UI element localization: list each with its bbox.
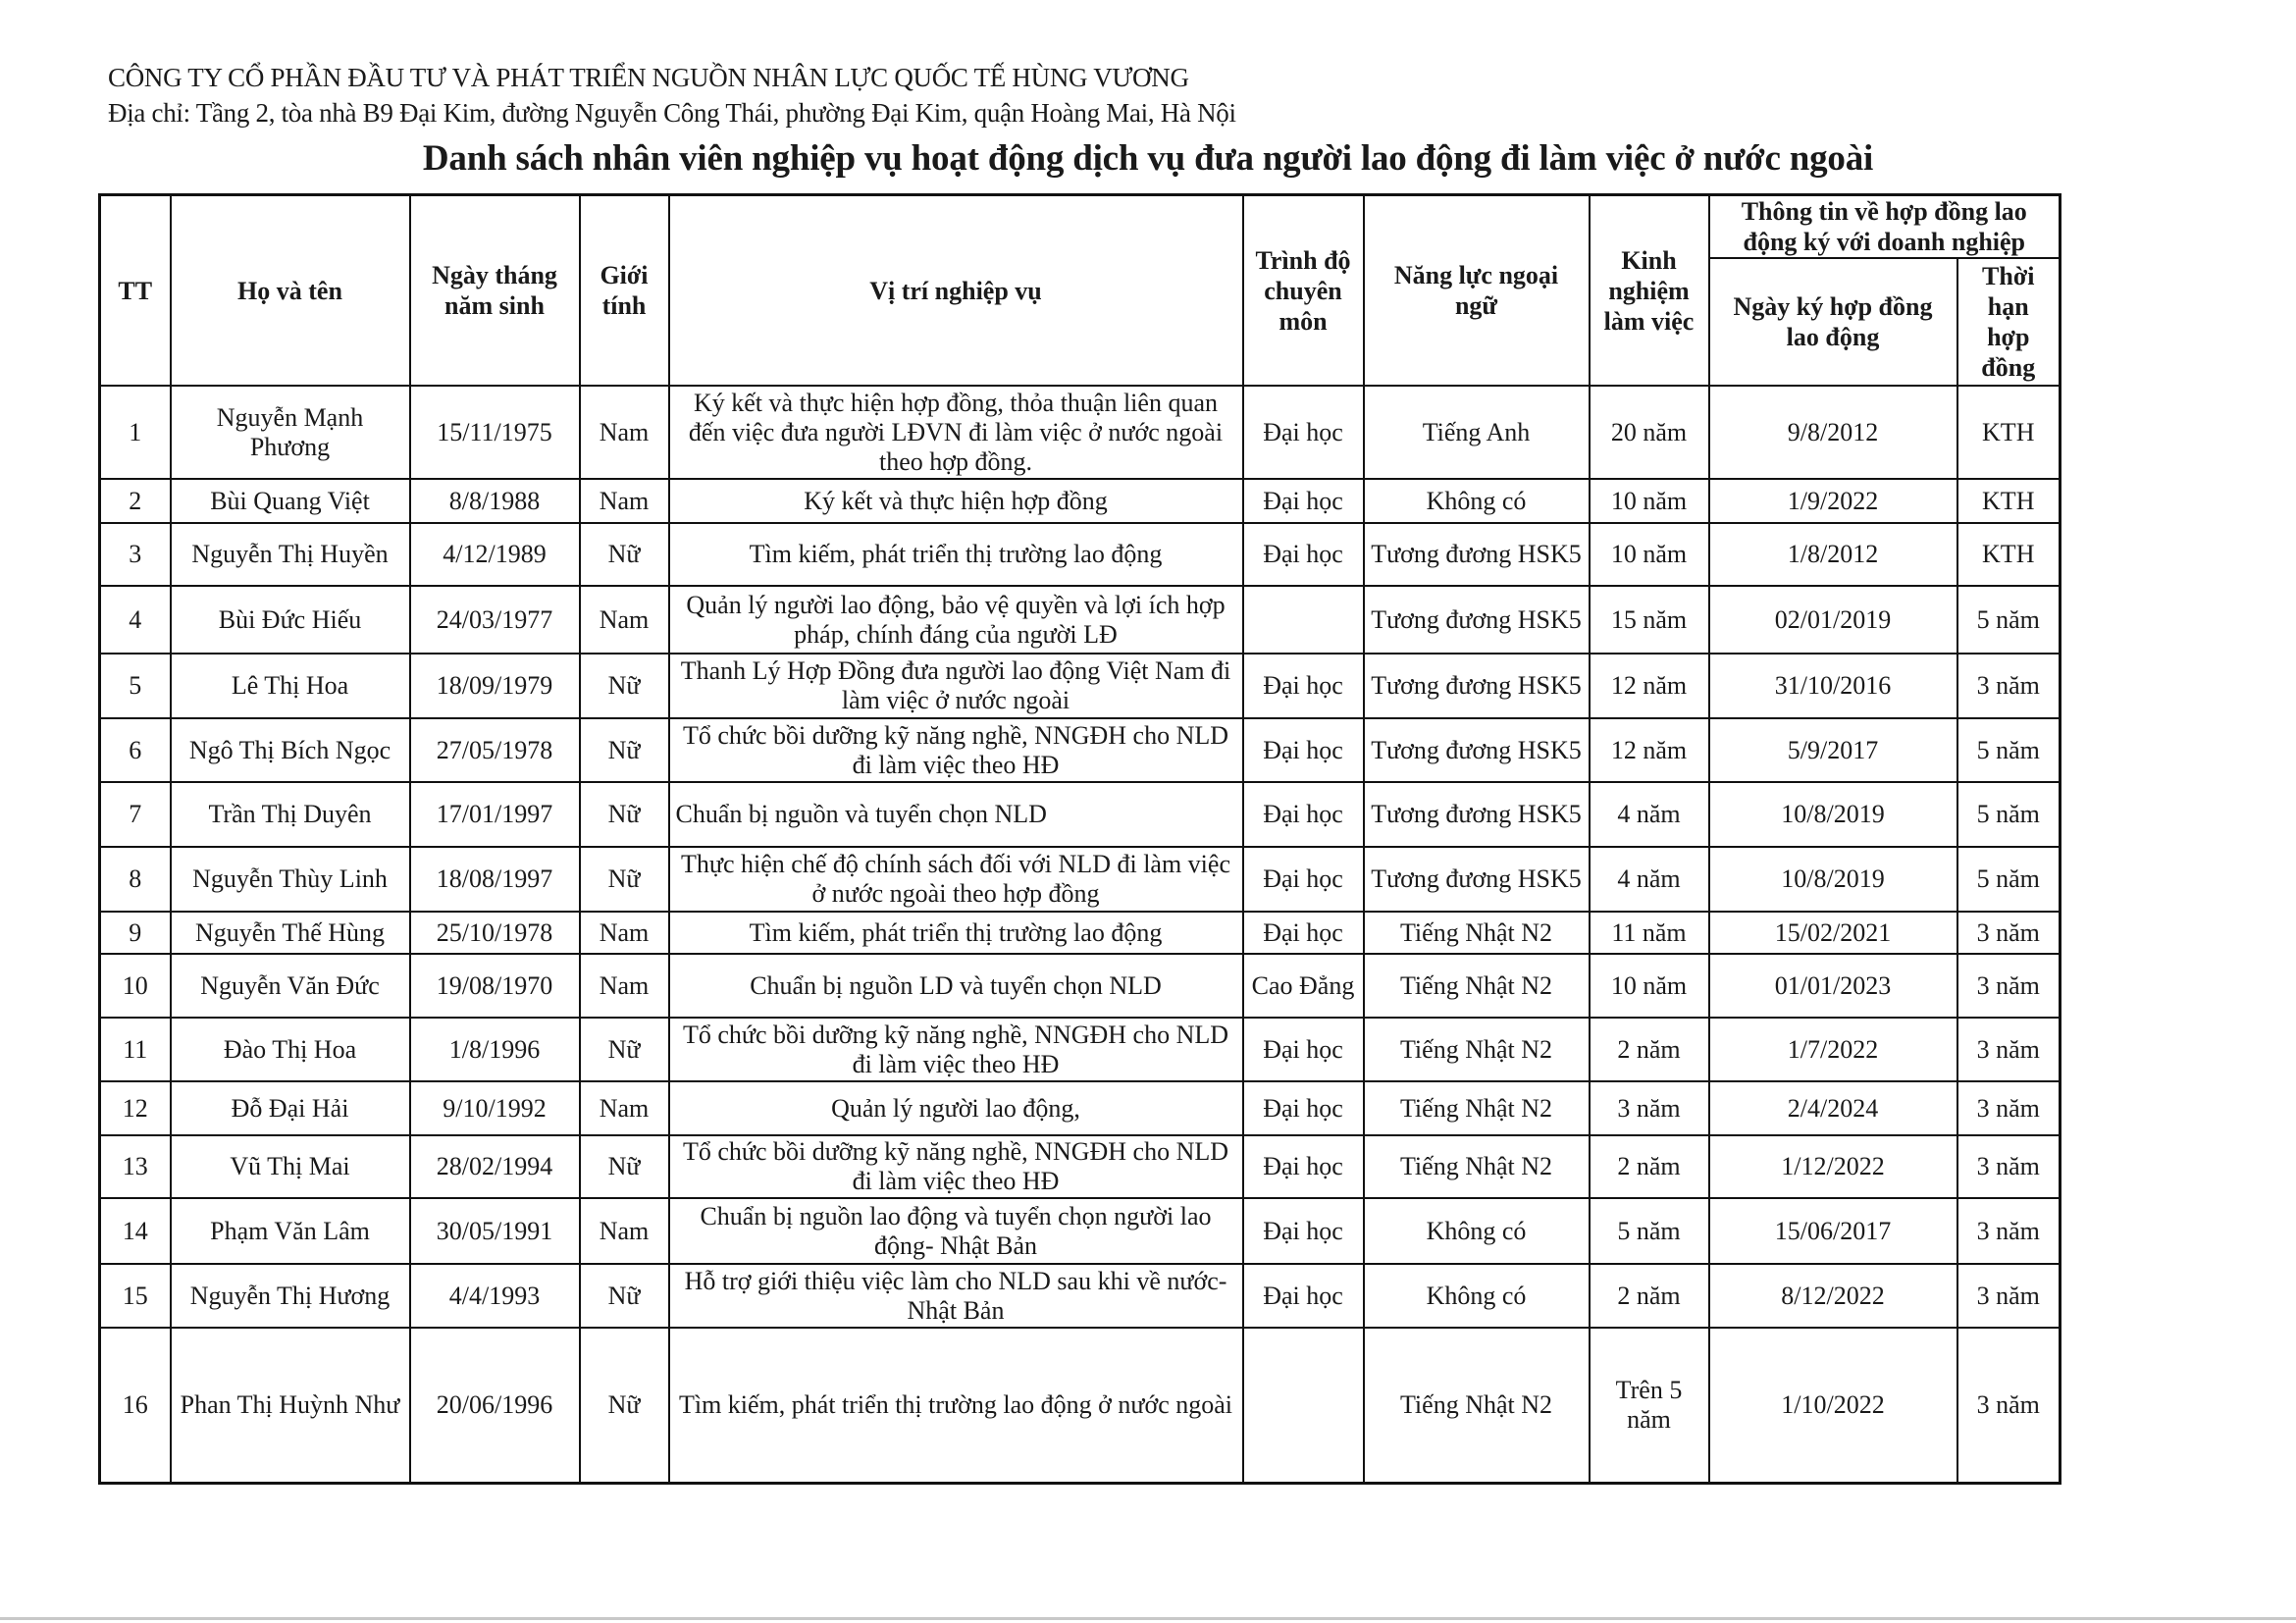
cell-education: Đại học	[1243, 1264, 1364, 1328]
cell-contract-term: KTH	[1957, 523, 2061, 586]
cell-language: Tương đương HSK5	[1364, 847, 1590, 912]
cell-tt: 3	[100, 523, 171, 586]
cell-contract-term: 3 năm	[1957, 1198, 2061, 1264]
cell-experience: 12 năm	[1590, 654, 1709, 718]
cell-contract-term: 5 năm	[1957, 586, 2061, 654]
cell-contract-term: 5 năm	[1957, 847, 2061, 912]
cell-gender: Nam	[580, 1081, 669, 1135]
cell-language: Tương đương HSK5	[1364, 654, 1590, 718]
cell-contract-term: 3 năm	[1957, 1018, 2061, 1081]
cell-language: Tiếng Nhật N2	[1364, 1328, 1590, 1483]
cell-experience: 12 năm	[1590, 718, 1709, 782]
cell-dob: 8/8/1988	[410, 479, 580, 523]
cell-dob: 9/10/1992	[410, 1081, 580, 1135]
cell-dob: 28/02/1994	[410, 1135, 580, 1198]
cell-language: Không có	[1364, 1264, 1590, 1328]
cell-contract-date: 15/02/2021	[1709, 912, 1957, 954]
cell-language: Không có	[1364, 479, 1590, 523]
cell-tt: 15	[100, 1264, 171, 1328]
company-address: Địa chỉ: Tầng 2, tòa nhà B9 Đại Kim, đường Nguyễn Công Thái, phường Đại Kim, quận Hoàng Mai, Hà Nội	[108, 98, 1236, 128]
table-row	[100, 523, 2061, 586]
cell-experience: 2 năm	[1590, 1018, 1709, 1081]
cell-education: Đại học	[1243, 847, 1364, 912]
cell-dob: 4/12/1989	[410, 523, 580, 586]
table-row	[100, 1081, 2061, 1135]
cell-name: Nguyễn Thị Hương	[171, 1264, 410, 1328]
cell-contract-date: 1/7/2022	[1709, 1018, 1957, 1081]
cell-contract-date: 1/12/2022	[1709, 1135, 1957, 1198]
cell-position: Chuẩn bị nguồn lao động và tuyển chọn người lao động- Nhật Bản	[669, 1198, 1243, 1264]
cell-name: Nguyễn Văn Đức	[171, 954, 410, 1018]
cell-tt: 2	[100, 479, 171, 523]
cell-experience: 4 năm	[1590, 782, 1709, 847]
col-header-tt: TT	[100, 195, 171, 387]
cell-dob: 18/08/1997	[410, 847, 580, 912]
table-row	[100, 718, 2061, 782]
cell-tt: 13	[100, 1135, 171, 1198]
col-header-contract-date: Ngày ký hợp đồng lao động	[1709, 258, 1957, 386]
cell-dob: 1/8/1996	[410, 1018, 580, 1081]
table-row	[100, 1328, 2061, 1483]
cell-gender: Nam	[580, 912, 669, 954]
cell-tt: 7	[100, 782, 171, 847]
cell-contract-term: KTH	[1957, 386, 2061, 479]
cell-contract-term: 3 năm	[1957, 1328, 2061, 1483]
cell-contract-term: 3 năm	[1957, 1264, 2061, 1328]
cell-position: Chuẩn bị nguồn và tuyển chọn NLD	[669, 782, 1243, 847]
cell-contract-date: 1/9/2022	[1709, 479, 1957, 523]
cell-experience: Trên 5 năm	[1590, 1328, 1709, 1483]
cell-position: Chuẩn bị nguồn LD và tuyển chọn NLD	[669, 954, 1243, 1018]
cell-position: Quản lý người lao động,	[669, 1081, 1243, 1135]
cell-name: Bùi Đức Hiếu	[171, 586, 410, 654]
cell-tt: 5	[100, 654, 171, 718]
cell-tt: 4	[100, 586, 171, 654]
cell-dob: 17/01/1997	[410, 782, 580, 847]
cell-position: Thanh Lý Hợp Đồng đưa người lao động Việt Nam đi làm việc ở nước ngoài	[669, 654, 1243, 718]
cell-dob: 30/05/1991	[410, 1198, 580, 1264]
table-row	[100, 782, 2061, 847]
cell-position: Thực hiện chế độ chính sách đối với NLD đi làm việc ở nước ngoài theo hợp đồng	[669, 847, 1243, 912]
table-row	[100, 1264, 2061, 1328]
cell-experience: 11 năm	[1590, 912, 1709, 954]
cell-dob: 25/10/1978	[410, 912, 580, 954]
cell-experience: 15 năm	[1590, 586, 1709, 654]
cell-experience: 20 năm	[1590, 386, 1709, 479]
cell-gender: Nữ	[580, 1264, 669, 1328]
cell-education: Đại học	[1243, 654, 1364, 718]
cell-education: Đại học	[1243, 479, 1364, 523]
cell-name: Phan Thị Huỳnh Như	[171, 1328, 410, 1483]
cell-education: Đại học	[1243, 912, 1364, 954]
cell-education: Đại học	[1243, 523, 1364, 586]
company-name: CÔNG TY CỔ PHẦN ĐẦU TƯ VÀ PHÁT TRIỂN NGUỒN NHÂN LỰC QUỐC TẾ HÙNG VƯƠNG	[108, 63, 1189, 92]
cell-experience: 2 năm	[1590, 1264, 1709, 1328]
cell-language: Tiếng Anh	[1364, 386, 1590, 479]
table-row	[100, 654, 2061, 718]
cell-education: Đại học	[1243, 386, 1364, 479]
cell-gender: Nữ	[580, 654, 669, 718]
cell-dob: 15/11/1975	[410, 386, 580, 479]
cell-name: Đào Thị Hoa	[171, 1018, 410, 1081]
cell-gender: Nữ	[580, 1135, 669, 1198]
cell-position: Tìm kiếm, phát triển thị trường lao động	[669, 523, 1243, 586]
cell-experience: 10 năm	[1590, 523, 1709, 586]
cell-name: Ngô Thị Bích Ngọc	[171, 718, 410, 782]
cell-tt: 11	[100, 1018, 171, 1081]
cell-education: Đại học	[1243, 1198, 1364, 1264]
cell-contract-date: 02/01/2019	[1709, 586, 1957, 654]
table-row	[100, 1198, 2061, 1264]
cell-name: Lê Thị Hoa	[171, 654, 410, 718]
col-header-position: Vị trí nghiệp vụ	[669, 195, 1243, 387]
cell-name: Nguyễn Mạnh Phương	[171, 386, 410, 479]
cell-position: Tìm kiếm, phát triển thị trường lao động ở nước ngoài	[669, 1328, 1243, 1483]
cell-tt: 12	[100, 1081, 171, 1135]
table-row	[100, 1018, 2061, 1081]
cell-gender: Nam	[580, 954, 669, 1018]
cell-tt: 10	[100, 954, 171, 1018]
page-bottom-edge	[0, 1617, 2296, 1620]
table-row	[100, 954, 2061, 1018]
cell-contract-date: 15/06/2017	[1709, 1198, 1957, 1264]
cell-name: Trần Thị Duyên	[171, 782, 410, 847]
document-title-text: Danh sách nhân viên nghiệp vụ hoạt động dịch vụ đưa người lao động đi làm việc ở nước ngoài	[422, 138, 1874, 179]
cell-tt: 14	[100, 1198, 171, 1264]
cell-education: Đại học	[1243, 718, 1364, 782]
cell-gender: Nam	[580, 479, 669, 523]
cell-education: Đại học	[1243, 1081, 1364, 1135]
cell-language: Tiếng Nhật N2	[1364, 1081, 1590, 1135]
cell-position: Ký kết và thực hiện hợp đồng, thỏa thuận liên quan đến việc đưa người LĐVN đi làm việc ở nước ngoài theo hợp đồng.	[669, 386, 1243, 479]
cell-experience: 2 năm	[1590, 1135, 1709, 1198]
cell-tt: 8	[100, 847, 171, 912]
cell-experience: 3 năm	[1590, 1081, 1709, 1135]
cell-contract-date: 01/01/2023	[1709, 954, 1957, 1018]
cell-contract-term: 3 năm	[1957, 912, 2061, 954]
cell-name: Đỗ Đại Hải	[171, 1081, 410, 1135]
cell-gender: Nữ	[580, 1018, 669, 1081]
cell-name: Bùi Quang Việt	[171, 479, 410, 523]
cell-language: Tiếng Nhật N2	[1364, 1018, 1590, 1081]
cell-dob: 19/08/1970	[410, 954, 580, 1018]
cell-position: Quản lý người lao động, bảo vệ quyền và lợi ích hợp pháp, chính đáng của người LĐ	[669, 586, 1243, 654]
cell-experience: 4 năm	[1590, 847, 1709, 912]
cell-experience: 5 năm	[1590, 1198, 1709, 1264]
cell-dob: 24/03/1977	[410, 586, 580, 654]
col-header-gender: Giới tính	[580, 195, 669, 387]
cell-experience: 10 năm	[1590, 479, 1709, 523]
cell-education	[1243, 1328, 1364, 1483]
cell-contract-date: 1/8/2012	[1709, 523, 1957, 586]
cell-gender: Nam	[580, 386, 669, 479]
cell-tt: 9	[100, 912, 171, 954]
cell-contract-term: 3 năm	[1957, 654, 2061, 718]
table-row	[100, 847, 2061, 912]
cell-gender: Nữ	[580, 1328, 669, 1483]
cell-gender: Nữ	[580, 847, 669, 912]
cell-name: Vũ Thị Mai	[171, 1135, 410, 1198]
table-row	[100, 386, 2061, 479]
cell-education	[1243, 586, 1364, 654]
cell-education: Đại học	[1243, 1018, 1364, 1081]
cell-language: Tiếng Nhật N2	[1364, 954, 1590, 1018]
cell-language: Tương đương HSK5	[1364, 782, 1590, 847]
cell-gender: Nam	[580, 1198, 669, 1264]
cell-gender: Nữ	[580, 523, 669, 586]
cell-dob: 4/4/1993	[410, 1264, 580, 1328]
cell-language: Tiếng Nhật N2	[1364, 912, 1590, 954]
cell-contract-date: 2/4/2024	[1709, 1081, 1957, 1135]
col-header-contract-group: Thông tin về hợp đồng lao động ký với doanh nghiệp	[1709, 195, 2061, 259]
cell-contract-date: 5/9/2017	[1709, 718, 1957, 782]
cell-contract-term: 5 năm	[1957, 718, 2061, 782]
table-body	[100, 386, 2061, 1483]
cell-contract-term: KTH	[1957, 479, 2061, 523]
cell-contract-date: 1/10/2022	[1709, 1328, 1957, 1483]
table-row	[100, 912, 2061, 954]
cell-gender: Nữ	[580, 782, 669, 847]
cell-name: Nguyễn Thế Hùng	[171, 912, 410, 954]
cell-gender: Nữ	[580, 718, 669, 782]
cell-language: Tương đương HSK5	[1364, 523, 1590, 586]
cell-position: Ký kết và thực hiện hợp đồng	[669, 479, 1243, 523]
document-title	[0, 137, 2296, 180]
table-header	[100, 195, 2061, 387]
staff-table	[98, 193, 2061, 1485]
cell-tt: 1	[100, 386, 171, 479]
cell-dob: 20/06/1996	[410, 1328, 580, 1483]
cell-education: Đại học	[1243, 1135, 1364, 1198]
table-row	[100, 479, 2061, 523]
cell-education: Cao Đẳng	[1243, 954, 1364, 1018]
cell-experience: 10 năm	[1590, 954, 1709, 1018]
col-header-dob: Ngày tháng năm sinh	[410, 195, 580, 387]
cell-language: Tương đương HSK5	[1364, 718, 1590, 782]
cell-language: Tương đương HSK5	[1364, 586, 1590, 654]
col-header-experience: Kinh nghiệm làm việc	[1590, 195, 1709, 387]
cell-contract-term: 3 năm	[1957, 1135, 2061, 1198]
col-header-language: Năng lực ngoại ngữ	[1364, 195, 1590, 387]
col-header-education: Trình độ chuyên môn	[1243, 195, 1364, 387]
table-row	[100, 1135, 2061, 1198]
cell-contract-date: 31/10/2016	[1709, 654, 1957, 718]
cell-contract-date: 9/8/2012	[1709, 386, 1957, 479]
cell-position: Tìm kiếm, phát triển thị trường lao động	[669, 912, 1243, 954]
cell-contract-term: 3 năm	[1957, 1081, 2061, 1135]
cell-dob: 18/09/1979	[410, 654, 580, 718]
cell-position: Hỗ trợ giới thiệu việc làm cho NLD sau khi về nước-Nhật Bản	[669, 1264, 1243, 1328]
col-header-name: Họ và tên	[171, 195, 410, 387]
cell-gender: Nam	[580, 586, 669, 654]
cell-name: Phạm Văn Lâm	[171, 1198, 410, 1264]
cell-tt: 6	[100, 718, 171, 782]
cell-contract-term: 3 năm	[1957, 954, 2061, 1018]
cell-position: Tổ chức bồi dưỡng kỹ năng nghề, NNGĐH cho NLD đi làm việc theo HĐ	[669, 718, 1243, 782]
col-header-contract-term: Thời hạn hợp đồng	[1957, 258, 2061, 386]
cell-dob: 27/05/1978	[410, 718, 580, 782]
cell-contract-date: 10/8/2019	[1709, 847, 1957, 912]
cell-tt: 16	[100, 1328, 171, 1483]
cell-contract-date: 10/8/2019	[1709, 782, 1957, 847]
cell-name: Nguyễn Thùy Linh	[171, 847, 410, 912]
cell-language: Không có	[1364, 1198, 1590, 1264]
cell-position: Tổ chức bồi dưỡng kỹ năng nghề, NNGĐH cho NLD đi làm việc theo HĐ	[669, 1135, 1243, 1198]
table-row	[100, 586, 2061, 654]
cell-name: Nguyễn Thị Huyền	[171, 523, 410, 586]
cell-language: Tiếng Nhật N2	[1364, 1135, 1590, 1198]
cell-education: Đại học	[1243, 782, 1364, 847]
cell-contract-term: 5 năm	[1957, 782, 2061, 847]
cell-position: Tổ chức bồi dưỡng kỹ năng nghề, NNGĐH cho NLD đi làm việc theo HĐ	[669, 1018, 1243, 1081]
cell-contract-date: 8/12/2022	[1709, 1264, 1957, 1328]
